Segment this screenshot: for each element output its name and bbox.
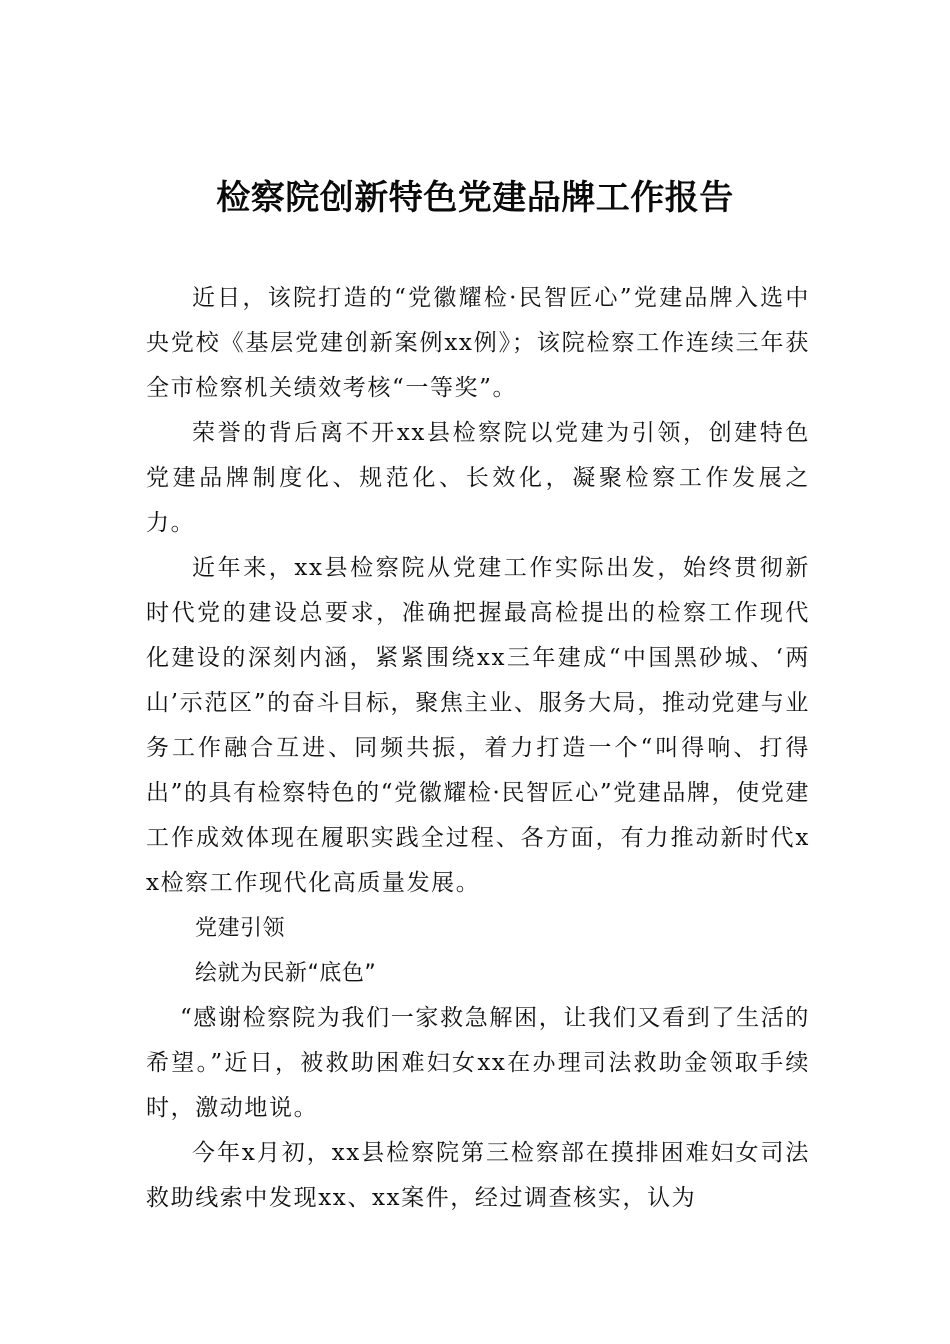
section-subheading: 绘就为民新“底色” [195,961,377,986]
section-heading: 党建引领 [195,916,286,941]
paragraph-5: 今年x月初，xx县检察院第三检察部在摸排困难妇女司法救助线索中发现xx、xx案件，经过调查核实，认为 [146,1140,810,1211]
paragraph-2: 荣誉的背后离不开xx县检察院以党建为引领，创建特色党建品牌制度化、规范化、长效化，凝聚检察工作发展之力。 [146,420,810,536]
paragraph-4: “感谢检察院为我们一家救急解困，让我们又看到了生活的希望。”近日，被救助困难妇女xx在办理司法救助金领取手续时，激动地说。 [146,1005,810,1121]
document-title: 检察院创新特色党建品牌工作报告 [216,178,734,218]
paragraph-1: 近日，该院打造的“党徽耀检·民智匠心”党建品牌入选中央党校《基层党建创新案例xx例》；该院检察工作连续三年获全市检察机关绩效考核“一等奖”。 [146,285,810,401]
document-body [146,276,810,1221]
paragraph-3: 近年来，xx县检察院从党建工作实际出发，始终贯彻新时代党的建设总要求，准确把握最高检提出的检察工作现代化建设的深刻内涵，紧紧围绕xx三年建成“中国黑砂城、‘两山’示范区”的奋斗目标，聚焦主业、服务大局，推动党建与业务工作融合互进、同频共振，着力打造一个“叫得响、打得出”的具有检察特色的“党徽耀检·民智匠心”党建品牌，使党建工作成效体现在履职实践全过程、各方面，有力推动新时代xx检察工作现代化高质量发展。 [146,555,810,896]
